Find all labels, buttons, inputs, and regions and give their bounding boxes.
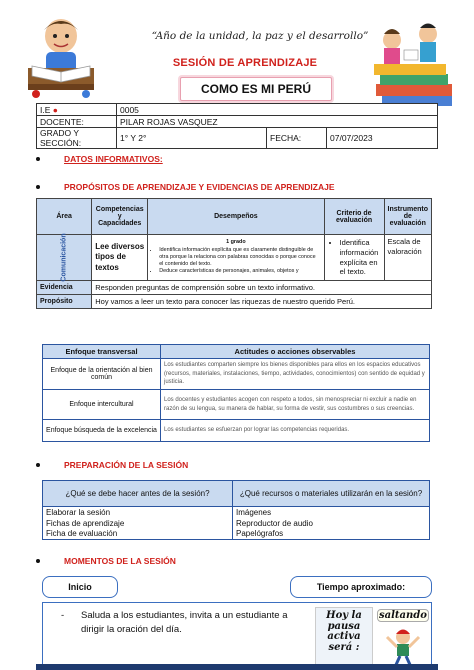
area-value: Comunicación xyxy=(37,235,92,281)
evidencia-label: Evidencia xyxy=(37,281,92,295)
section-preparacion: PREPARACIÓN DE LA SESIÓN xyxy=(36,460,188,470)
children-books-illustration xyxy=(370,14,456,114)
enfoque-row-text: Los docentes y estudiantes acogen con respeto a todos, sin menospreciar ni excluir a nadie en razón de su lengua, su manera de hablar, su forma de vestir, sus costumbres o sus creencias. xyxy=(161,390,430,420)
col-area: Área xyxy=(37,199,92,235)
ie-value: 0005 xyxy=(117,104,438,116)
recurso-item: Reproductor de audio xyxy=(233,518,430,529)
proposito-label: Propósito xyxy=(37,295,92,309)
col-actitudes: Actitudes o acciones observables xyxy=(161,345,430,359)
session-label: SESIÓN DE APRENDIZAJE xyxy=(172,57,318,69)
col-enfoque: Enfoque transversal xyxy=(43,345,161,359)
antes-item: Elaborar la sesión xyxy=(43,507,233,518)
criterio-value: • Identifica información explícita en el texto. xyxy=(324,235,384,281)
enfoque-row-text: Los estudiantes comparten siempre los bienes disponibles para ellos en los espacios educativos (recursos, materiales, instalaciones, tiempo, actividades, conocimientos) con sentido de equidad y justicia. xyxy=(161,359,430,390)
antes-item: Ficha de evaluación xyxy=(43,529,233,540)
recurso-item: Papelógrafos xyxy=(233,529,430,540)
preparation-table xyxy=(42,480,430,540)
competencia-value: Lee diversos tipos de textos xyxy=(92,235,148,281)
col-desempenos: Desempeños xyxy=(148,199,324,235)
enfoque-row-text: Los estudiantes se esfuerzan por lograr las competencias requeridas. xyxy=(161,420,430,442)
col-antes: ¿Qué se debe hacer antes de la sesión? xyxy=(43,481,233,507)
fecha-label: FECHA: xyxy=(267,128,327,149)
col-instrumento: Instrumento de evaluación xyxy=(384,199,431,235)
apple-icon: ● xyxy=(52,104,58,115)
recurso-item: Imágenes xyxy=(233,507,430,518)
docente-label: DOCENTE: xyxy=(37,116,117,128)
grado-label: GRADO Y SECCIÓN: xyxy=(37,128,117,149)
year-motto: “Año de la unidad, la paz y el desarrollo” xyxy=(151,30,369,42)
col-criterio: Criterio de evaluación xyxy=(324,199,384,235)
bullet-icon xyxy=(36,463,40,467)
antes-item: Fichas de aprendizaje xyxy=(43,518,233,529)
evidencia-value: Responden preguntas de comprensión sobre un texto informativo. xyxy=(92,281,432,295)
section-datos: DATOS INFORMATIVOS: xyxy=(36,154,163,164)
student-reading-illustration xyxy=(20,14,102,100)
fecha-value: 07/07/2023 xyxy=(327,128,438,149)
bullet-icon xyxy=(36,559,40,563)
section-momentos: MOMENTOS DE LA SESIÓN xyxy=(36,556,176,566)
docente-value: PILAR ROJAS VASQUEZ xyxy=(117,116,438,128)
bullet-icon xyxy=(36,185,40,189)
enfoque-row-label: Enfoque búsqueda de la excelencia xyxy=(43,420,161,442)
grado-value: 1° Y 2° xyxy=(117,128,267,149)
momentos-box xyxy=(42,602,432,670)
enfoque-row-label: Enfoque de la orientación al bien común xyxy=(43,359,161,390)
saltando-label: saltando xyxy=(377,609,429,622)
section-propositos: PROPÓSITOS DE APRENDIZAJE Y EVIDENCIAS DE APRENDIZAJE xyxy=(36,182,335,192)
col-competencias: Competencias y Capacidades xyxy=(92,199,148,235)
purpose-table xyxy=(36,198,432,309)
pausa-text: Hoy la pausa activa será : xyxy=(326,610,362,653)
enfoque-row-label: Enfoque intercultural xyxy=(43,390,161,420)
tiempo-label: Tiempo aproximado: xyxy=(290,576,432,598)
proposito-value: Hoy vamos a leer un texto para conocer las riquezas de nuestro querido Perú. xyxy=(92,295,432,309)
pausa-activa-card xyxy=(315,607,373,669)
instrumento-value: Escala de valoración xyxy=(384,235,431,281)
ie-label: I.E ● xyxy=(37,104,117,116)
jumping-kids-illustration xyxy=(377,607,429,669)
desempenos-value: 1 grado • Identifica información explícita que es claramente distinguible de otra porque la relaciona con palabras conocidas o porque conoce el contenido del texto. • Deduce características de personajes, animales, objetos y xyxy=(148,235,324,281)
col-recursos: ¿Qué recursos o materiales utilizarán en la sesión? xyxy=(233,481,430,507)
lesson-title: COMO ES MI PERÚ xyxy=(180,77,332,101)
momento-item: - Saluda a los estudiantes, invita a un estudiante a dirigir la oración del día. xyxy=(61,610,288,635)
inicio-label: Inicio xyxy=(42,576,118,598)
enfoque-table xyxy=(42,344,430,442)
info-table xyxy=(36,103,438,149)
footer-strip xyxy=(36,664,438,670)
bullet-icon xyxy=(36,157,40,161)
